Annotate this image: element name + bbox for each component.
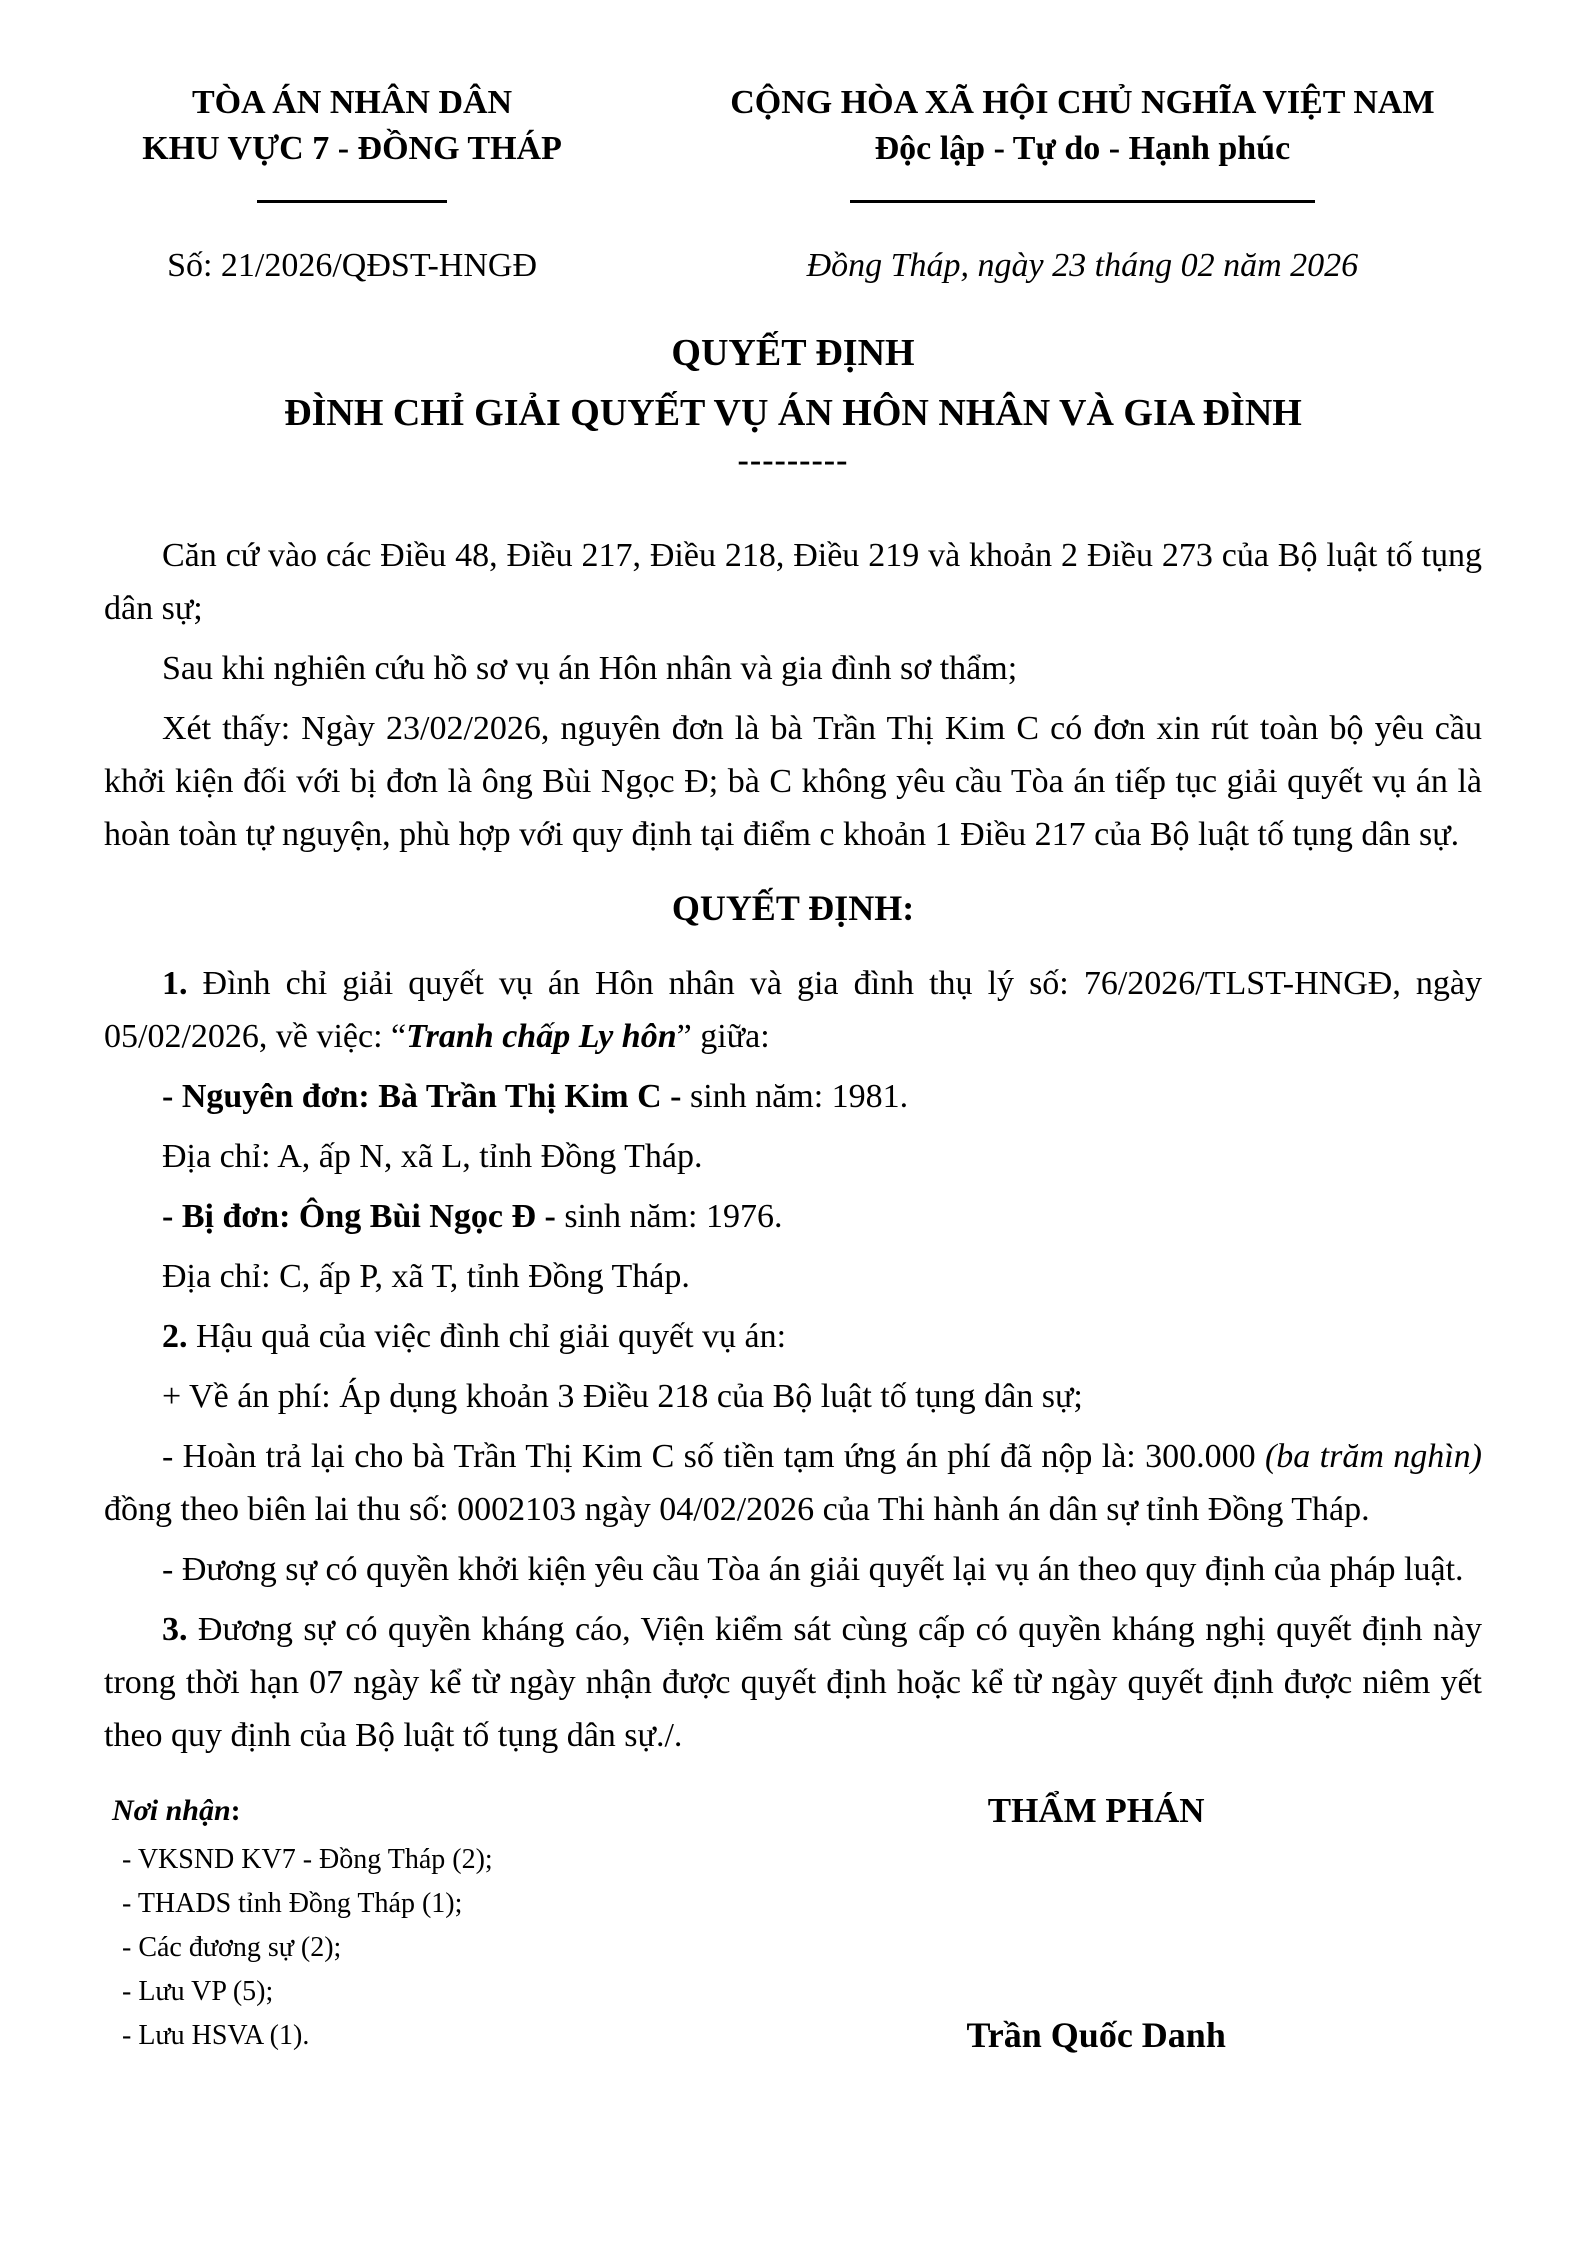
- decision-heading: QUYẾT ĐỊNH:: [671, 888, 915, 928]
- judge-name: Trần Quốc Danh: [966, 2015, 1226, 2055]
- doc-number: Số: 21/2026/QĐST-HNGĐ: [167, 247, 538, 284]
- document-footer: [104, 1788, 1482, 2058]
- clause-3: 3. Đương sự có quyền kháng cáo, Viện kiểm sát cùng cấp có quyền kháng nghị quyết định này trong thời hạn 07 ngày kể từ ngày nhận được quyết định hoặc kể từ ngày quyết định được niêm yết theo quy định của Bộ luật tố tụng dân sự./.: [104, 1611, 1482, 1754]
- refund-line: - Hoàn trả lại cho bà Trần Thị Kim C số tiền tạm ứng án phí đã nộp là: 300.000 (ba trăm nghìn) đồng theo biên lai thu số: 0002103 ngày 04/02/2026 của Thi hành án dân sự tỉnh Đồng Tháp.: [104, 1438, 1483, 1528]
- signature-block: [710, 1788, 1482, 2058]
- plaintiff-address: Địa chỉ: A, ấp N, xã L, tỉnh Đồng Tháp.: [162, 1138, 703, 1175]
- recipient-item: - THADS tỉnh Đồng Tháp (1);: [122, 1888, 463, 1919]
- title-block: [104, 327, 1482, 481]
- document-body: [104, 529, 1482, 1762]
- national-header-rule: [850, 200, 1315, 203]
- document-header: [104, 80, 1482, 203]
- right-to-sue-line: - Đương sự có quyền khởi kiện yêu cầu Tòa án giải quyết lại vụ án theo quy định của pháp luật.: [162, 1551, 1464, 1588]
- document-meta-row: [104, 243, 1482, 289]
- judge-title: THẨM PHÁN: [987, 1791, 1205, 1830]
- court-header: [104, 80, 600, 203]
- preamble-paragraph-2: Sau khi nghiên cứu hồ sơ vụ án Hôn nhân và gia đình sơ thẩm;: [162, 650, 1018, 687]
- national-title: CỘNG HÒA XÃ HỘI CHỦ NGHĨA VIỆT NAM: [730, 84, 1435, 121]
- recipients-block: [104, 1788, 683, 2058]
- court-name-line1: TÒA ÁN NHÂN DÂN: [191, 84, 513, 121]
- preamble-paragraph-1: Căn cứ vào các Điều 48, Điều 217, Điều 218, Điều 219 và khoản 2 Điều 273 của Bộ luật tố tụng dân sự;: [104, 537, 1482, 627]
- defendant-address: Địa chỉ: C, ấp P, xã T, tỉnh Đồng Tháp.: [162, 1258, 690, 1295]
- plaintiff-line: - Nguyên đơn: Bà Trần Thị Kim C - sinh năm: 1981.: [162, 1078, 909, 1115]
- recipients-label: Nơi nhận:: [112, 1794, 241, 1827]
- national-motto: Độc lập - Tự do - Hạnh phúc: [874, 130, 1291, 167]
- defendant-line: - Bị đơn: Ông Bùi Ngọc Đ - sinh năm: 1976.: [162, 1198, 783, 1235]
- recipient-item: - Lưu HSVA (1).: [122, 2020, 310, 2051]
- decision-subtitle: ĐÌNH CHỈ GIẢI QUYẾT VỤ ÁN HÔN NHÂN VÀ GIA ĐÌNH: [284, 392, 1302, 434]
- recipient-item: - Các đương sự (2);: [122, 1932, 342, 1963]
- court-header-rule: [257, 200, 447, 203]
- clause-1: 1. Đình chỉ giải quyết vụ án Hôn nhân và gia đình thụ lý số: 76/2026/TLST-HNGĐ, ngày 05/02/2026, về việc: “Tranh chấp Ly hôn” giữa:: [104, 965, 1482, 1055]
- place-date: Đồng Tháp, ngày 23 tháng 02 năm 2026: [806, 247, 1359, 284]
- clause-2: 2. Hậu quả của việc đình chỉ giải quyết vụ án:: [162, 1318, 787, 1355]
- court-fee-line: + Về án phí: Áp dụng khoản 3 Điều 218 của Bộ luật tố tụng dân sự;: [162, 1378, 1083, 1415]
- preamble-paragraph-3: Xét thấy: Ngày 23/02/2026, nguyên đơn là bà Trần Thị Kim C có đơn xin rút toàn bộ yêu cầu khởi kiện đối với bị đơn là ông Bùi Ngọc Đ; bà C không yêu cầu Tòa án tiếp tục giải quyết vụ án là hoàn toàn tự nguyện, phù hợp với quy định tại điểm c khoản 1 Điều 217 của Bộ luật tố tụng dân sự.: [104, 710, 1482, 853]
- recipient-item: - Lưu VP (5);: [122, 1976, 274, 2007]
- recipients-list: [104, 1838, 683, 2058]
- court-name-line2: KHU VỰC 7 - ĐỒNG THÁP: [142, 130, 562, 167]
- national-header: [683, 80, 1482, 203]
- separator-dashes: ---------: [737, 442, 849, 479]
- decision-title: QUYẾT ĐỊNH: [671, 332, 915, 374]
- recipient-item: - VKSND KV7 - Đồng Tháp (2);: [122, 1844, 493, 1875]
